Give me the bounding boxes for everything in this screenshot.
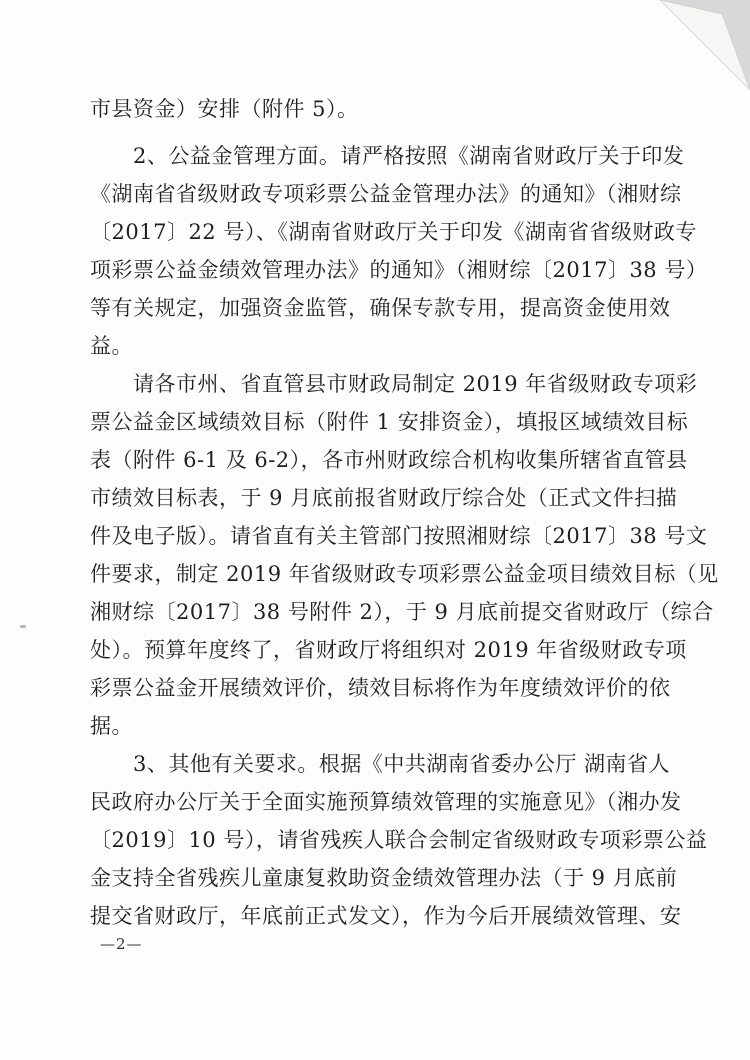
text-line: 表（附件 6-1 及 6-2），各市州财政综合机构收集所辖省直管县	[90, 448, 688, 472]
text-line: 市绩效目标表，于 9 月底前报省财政厅综合处（正式文件扫描	[90, 486, 678, 510]
text-line: 等有关规定，加强资金监管，确保专款专用，提高资金使用效	[90, 296, 671, 320]
text-line: 《湖南省省级财政专项彩票公益金管理办法》的通知》（湘财综	[90, 182, 682, 206]
scan-speck	[20, 625, 26, 628]
text-line: 2、公益金管理方面。请严格按照《湖南省财政厅关于印发	[90, 144, 685, 168]
text-line: 票公益金区域绩效目标（附件 1 安排资金），填报区域绩效目标	[90, 410, 689, 434]
text-line: 〔2017〕22 号）、《湖南省财政厅关于印发《湖南省省级财政专	[90, 220, 697, 244]
text-line: 提交省财政厅，年底前正式发文），作为今后开展绩效管理、安	[90, 904, 682, 928]
text-line: 湘财综〔2017〕38 号附件 2），于 9 月底前提交省财政厅（综合	[90, 600, 714, 624]
text-line: 项彩票公益金绩效管理办法》的通知》（湘财综〔2017〕38 号）	[90, 258, 708, 282]
text-line: 件要求，制定 2019 年省级财政专项彩票公益金项目绩效目标（见	[90, 562, 719, 586]
text-line: 件及电子版）。请省直有关主管部门按照湘财综〔2017〕38 号文	[90, 524, 708, 548]
text-line: 益。	[90, 334, 133, 358]
text-line: 〔2019〕10 号），请省残疾人联合会制定省级财政专项彩票公益	[90, 828, 708, 852]
text-line: 请各市州、省直管县市财政局制定 2019 年省级财政专项彩	[90, 372, 698, 396]
text-line: 市县资金）安排（附件 5）。	[90, 97, 359, 121]
text-line: 据。	[90, 714, 133, 738]
text-line: 3、其他有关要求。根据《中共湖南省委办公厅 湖南省人	[90, 752, 671, 776]
text-line: 金支持全省残疾儿童康复救助资金绩效管理办法（于 9 月底前	[90, 866, 678, 890]
page-corner-fold	[660, 0, 750, 90]
text-line: 彩票公益金开展绩效评价，绩效目标将作为年度绩效评价的依	[90, 676, 671, 700]
page-number: —2—	[100, 935, 143, 953]
text-line: 民政府办公厅关于全面实施预算绩效管理的实施意见》（湘办发	[90, 790, 682, 814]
text-line: 处）。预算年度终了，省财政厅将组织对 2019 年省级财政专项	[90, 638, 687, 662]
